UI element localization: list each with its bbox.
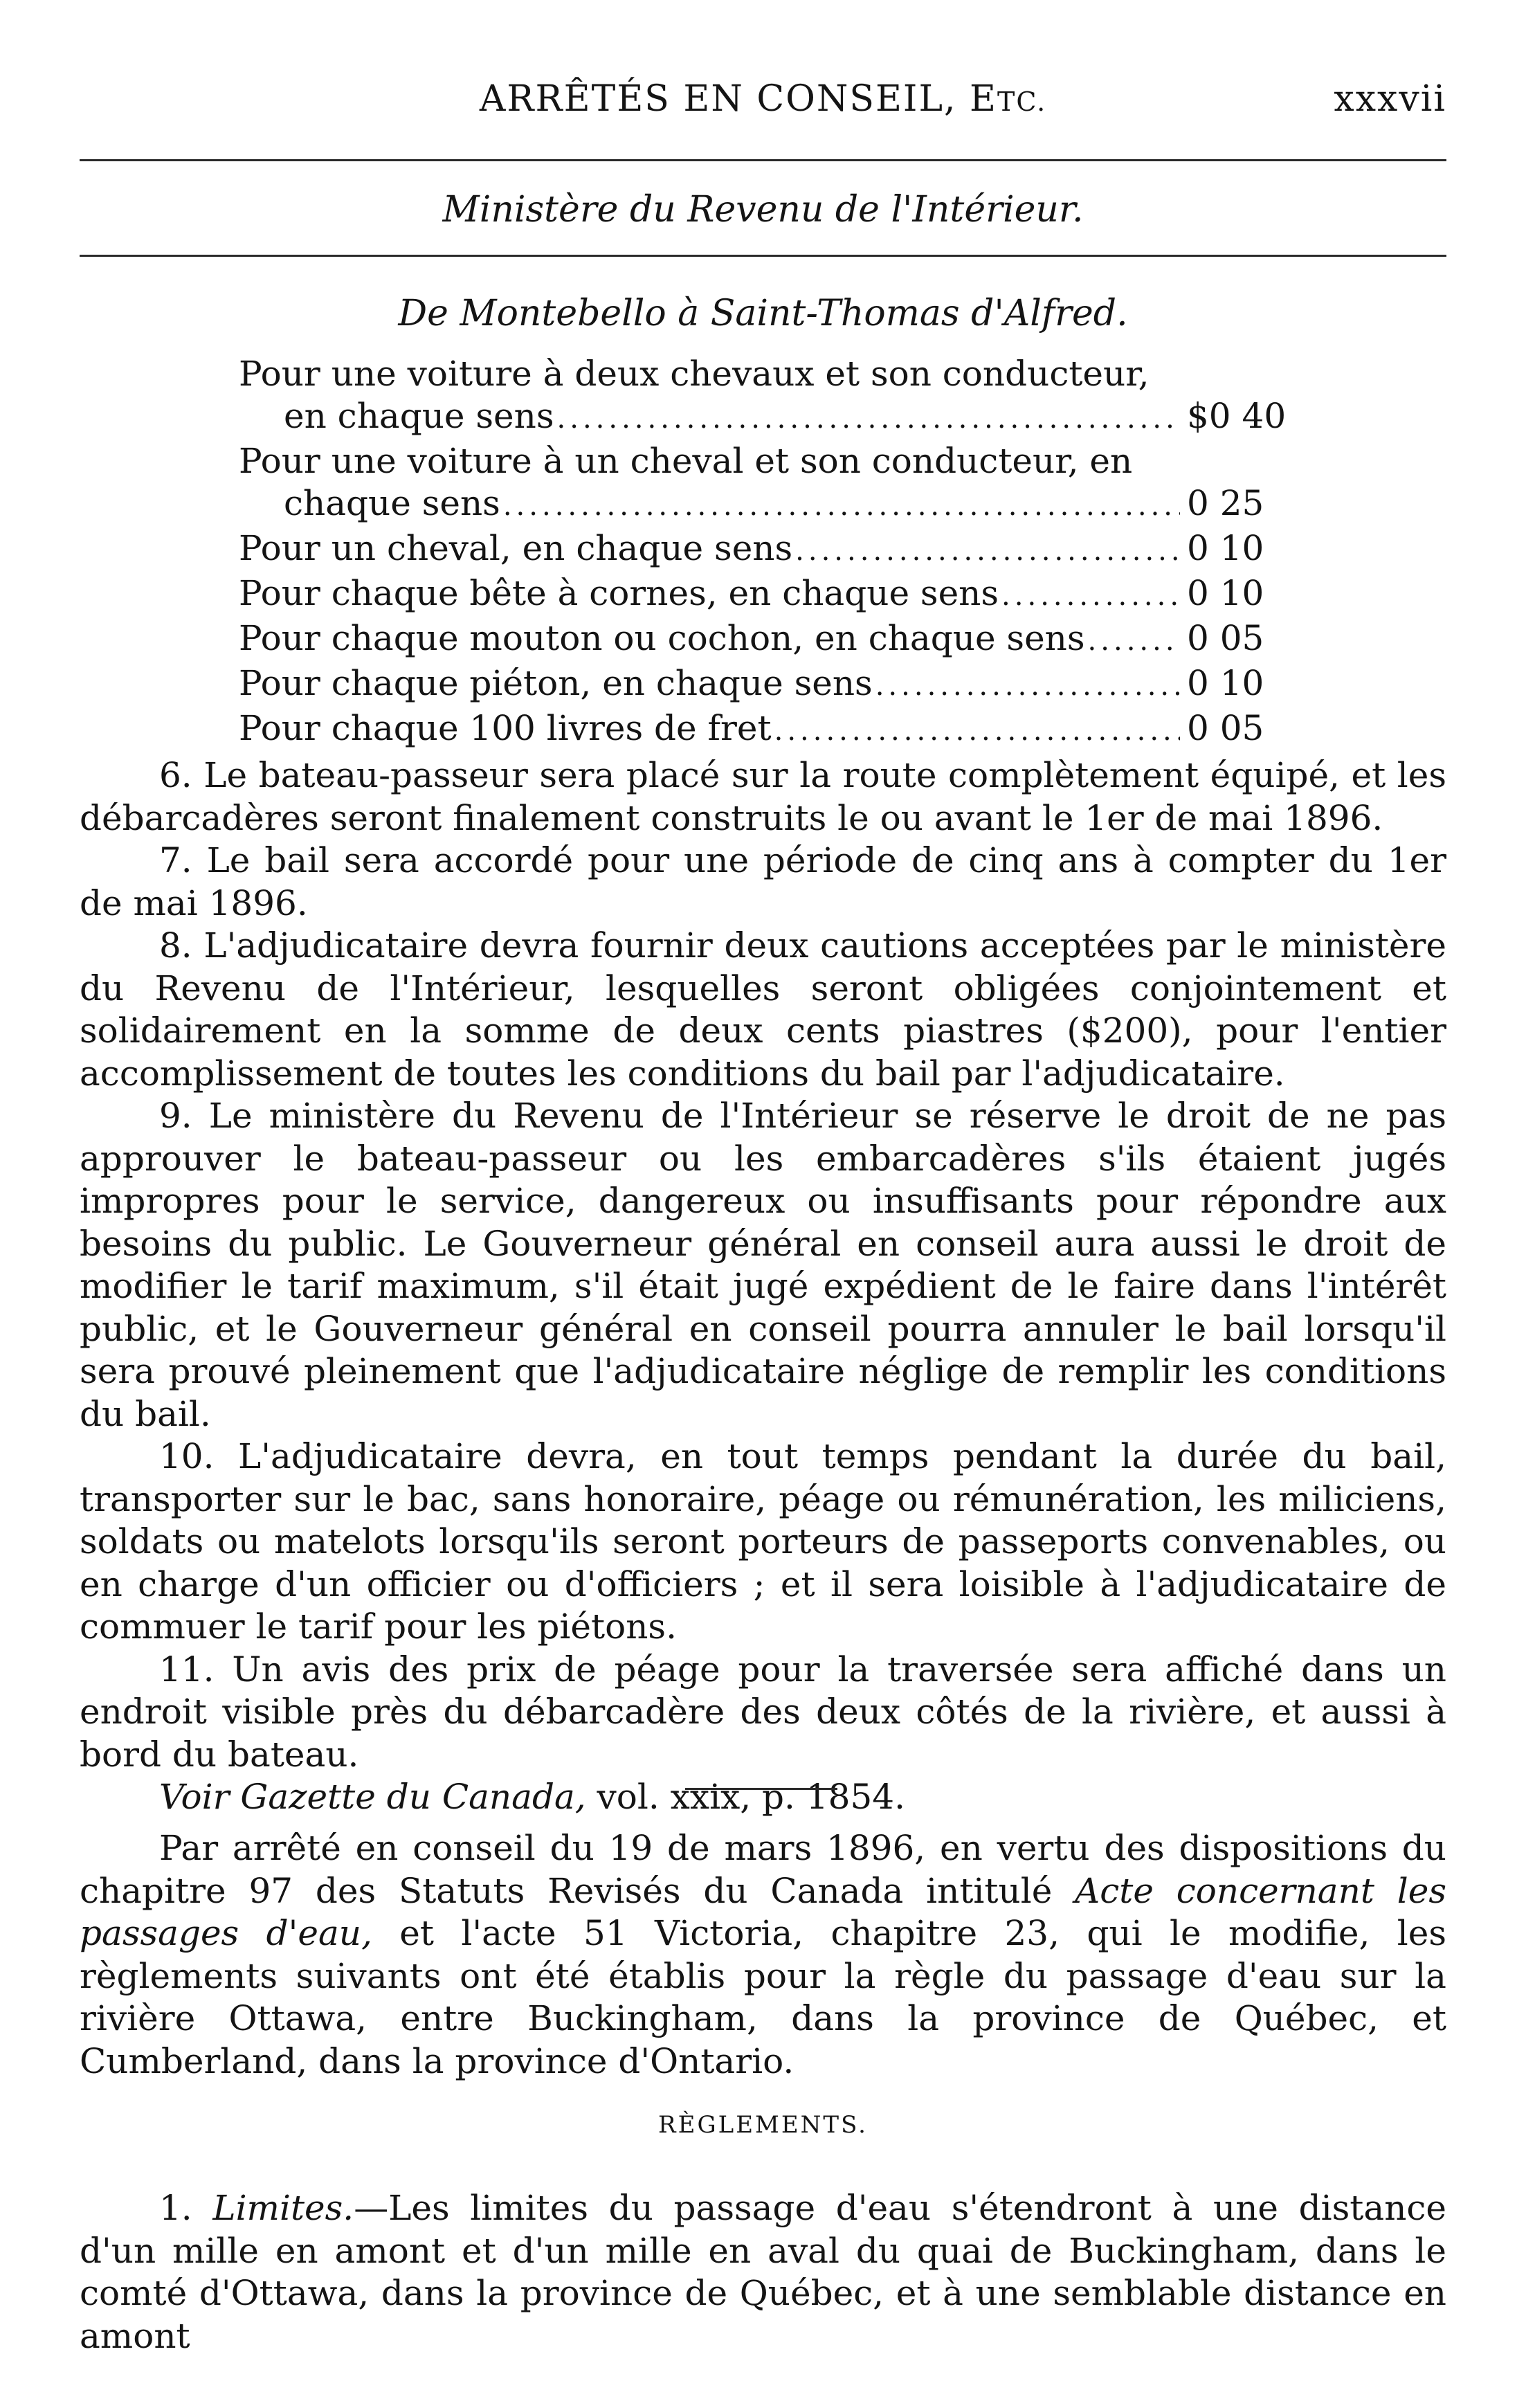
order-in-council [80, 1827, 1446, 2083]
tariff-row [239, 527, 1291, 572]
dot-leader [1001, 575, 1180, 617]
order-paragraph [80, 1827, 1446, 2083]
tariff-row [239, 662, 1291, 707]
dot-leader [557, 398, 1180, 440]
article-11: 11. Un avis des prix de péage pour la traversée sera affiché dans un endroit visible près du débarcadère des deux côtés de la rivière, et aussi à bord du bateau. [80, 1649, 1446, 1775]
articles-section [80, 754, 1446, 1819]
article-7: 7. Le bail sera accordé pour une période de cinq ans à compter du 1er de mai 1896. [80, 840, 1446, 923]
rule-1 [80, 2187, 1446, 2357]
route-heading: De Montebello à Saint-Thomas d'Alfred. [398, 293, 1128, 334]
tariff-row [239, 707, 1291, 752]
tariff-price: 0 10 [1187, 663, 1264, 703]
article-10: 10. L'adjudicataire devra, en tout temps pendant la durée du bail, transporter sur le bac, sans honoraire, péage ou rémunération, les miliciens, soldats ou matelots lorsqu'ils seront porteurs de passeports convenables, ou en charge d'un officier ou d'officiers ; et il sera loisible à l'adjudicataire de commuer le tarif pour les piétons. [80, 1436, 1446, 1647]
tariff-row [239, 440, 1291, 527]
tariff-label: Pour chaque bête à cornes, en chaque sens [239, 573, 999, 613]
rule-1-paragraph [80, 2187, 1446, 2357]
act-title: Acte concernant les passages d'eau, [80, 1870, 1447, 1953]
gazette-reference [80, 1776, 1446, 1819]
rule-1-title: Limites. [212, 2188, 354, 2228]
tariff-price: 0 25 [1187, 483, 1264, 523]
dot-leader [795, 530, 1180, 572]
rule-1-number: 1. [159, 2188, 213, 2228]
running-title-small-caps: TC. [997, 87, 1047, 117]
tariff-label: Pour chaque piéton, en chaque sens [239, 663, 873, 703]
header-rule-bottom [80, 255, 1446, 257]
tariff-label: Pour chaque 100 livres de fret [239, 708, 772, 748]
rule-1-text: —Les limites du passage d'eau s'étendront à une distance d'un mille en amont et d'un mille en aval du quai de Buckingham, dans le comté d'Ottawa, dans la province de Québec, et à une semblable distance en amont [80, 2188, 1446, 2356]
tariff-row [239, 353, 1291, 440]
section-divider [685, 1788, 837, 1790]
tariff-label: Pour une voiture à un cheval et son conducteur, en [239, 441, 1133, 481]
running-title-main: ARRÊTÉS EN CONSEIL, E [479, 78, 998, 120]
tariff-label: Pour une voiture à deux chevaux et son conducteur, [239, 354, 1150, 394]
dot-leader [503, 485, 1180, 527]
ministry-heading: Ministère du Revenu de l'Intérieur. [442, 189, 1084, 230]
reglements-heading: RÈGLEMENTS. [658, 2111, 868, 2139]
gazette-reference-title: Voir Gazette du Canada, [159, 1777, 586, 1817]
order-text-end: et l'acte 51 Victoria, chapitre 23, qui le modifie, les règlements suivants ont été établis pour la règle du passage d'eau sur la rivière Ottawa, entre Buckingham, dans la province de Québec, et Cumberland, dans la province d'Ontario. [80, 1913, 1446, 2081]
order-text-start: Par arrêté en conseil du 19 de mars 1896, en vertu des dispositions du chapitre 97 des Statuts Revisés du Canada intitulé [80, 1828, 1446, 1911]
header-rule-top [80, 159, 1446, 161]
running-title [80, 75, 1446, 126]
tariff-price: 0 10 [1187, 573, 1264, 613]
tariff-price: 0 05 [1187, 618, 1264, 658]
gazette-reference-detail: vol. xxix, p. 1854. [585, 1777, 905, 1817]
tariff-row [239, 617, 1291, 662]
tariff-price: $0 40 [1187, 396, 1287, 436]
tariff-row [239, 572, 1291, 617]
dot-leader [774, 710, 1180, 752]
page-number: xxxvii [1334, 78, 1446, 120]
article-9: 9. Le ministère du Revenu de l'Intérieur se réserve le droit de ne pas approuver le bateau-passeur ou les embarcadères s'ils étaient jugés impropres pour le service, dangereux ou insuffisants pour répondre aux besoins du public. Le Gouverneur général en conseil aura aussi le droit de modifier le tarif maximum, s'il était jugé expédient de le faire dans l'intérêt public, et le Gouverneur général en conseil pourra annuler le bail lorsqu'il sera prouvé pleinement que l'adjudicataire néglige de remplir les conditions du bail. [80, 1096, 1446, 1434]
tariff-table [239, 353, 1291, 752]
dot-leader [1088, 620, 1180, 662]
tariff-label-continued: en chaque sens [284, 396, 554, 436]
tariff-price: 0 10 [1187, 528, 1264, 568]
running-head [80, 75, 1446, 123]
tariff-label-continued: chaque sens [284, 483, 500, 523]
tariff-price: 0 05 [1187, 708, 1264, 748]
dot-leader [875, 665, 1180, 707]
article-6: 6. Le bateau-passeur sera placé sur la route complètement équipé, et les débarcadères seront finalement construits le ou avant le 1er de mai 1896. [80, 755, 1446, 838]
tariff-label: Pour un cheval, en chaque sens [239, 528, 793, 568]
article-8: 8. L'adjudicataire devra fournir deux cautions acceptées par le ministère du Revenu de l'Intérieur, lesquelles seront obligées conjointement et solidairement en la somme de deux cents piastres ($200), pour l'entier accomplissement de toutes les conditions du bail par l'adjudicataire. [80, 925, 1446, 1094]
tariff-label: Pour chaque mouton ou cochon, en chaque sens [239, 618, 1085, 658]
